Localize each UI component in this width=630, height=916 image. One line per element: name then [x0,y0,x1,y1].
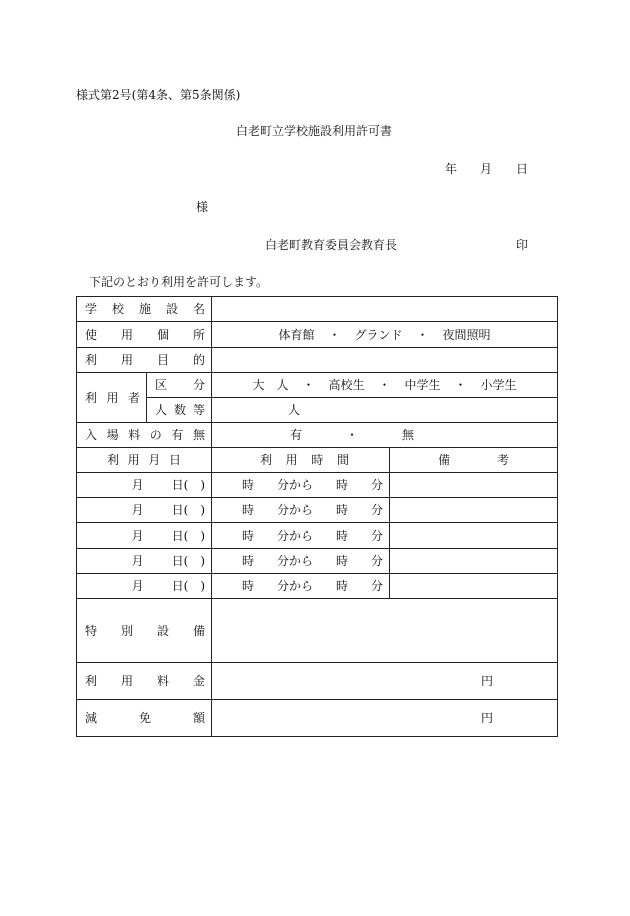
issuer: 白老町教育委員会教育長 [265,238,398,252]
option-elementary[interactable]: 小学生 [480,378,517,392]
label-char: 設 [166,302,179,316]
day-label: 日( ) [171,528,206,543]
month-label: 月 [131,478,144,492]
label-char: 個 [157,327,170,342]
reduction-field[interactable] [212,711,557,725]
separator: ・ [302,378,315,392]
month-label: 月 [131,554,144,568]
schedule-row [77,473,558,498]
label-char: 用 [285,453,298,467]
document-title: 白老町立学校施設利用許可書 [236,124,393,138]
label-char: 利 [85,353,98,367]
time-entry[interactable] [212,478,389,492]
intro-text: 下記のとおり利用を許可します。 [89,275,269,289]
option-yes[interactable]: 有 [290,428,303,442]
label-char: 数 [174,403,187,417]
hour-label: 時 [242,478,255,492]
label-char: 時 [311,453,324,467]
label-char: 利 [107,453,120,467]
label-char: 備 [438,453,451,467]
label-headcount [147,403,211,417]
label-fee [77,674,211,688]
row-purpose [77,348,558,373]
date-entry[interactable] [77,554,211,568]
label-char: 金 [193,674,206,688]
day-label: 日( ) [171,554,206,568]
option-night-lighting[interactable]: 夜間照明 [442,327,491,342]
entry-fee-options [212,428,557,442]
row-entry-fee [77,423,558,448]
seal-mark: 印 [516,238,529,252]
month-label: 月 [131,503,144,517]
minute-label: 分 [370,528,383,543]
date-entry[interactable] [77,529,211,543]
option-gymnasium[interactable]: 体育館 [278,327,315,342]
time-entry[interactable] [212,554,389,568]
permit-table [76,296,558,737]
yen-unit: 円 [481,674,494,688]
row-facility-name [77,297,558,322]
row-place [77,322,558,348]
separator: ・ [416,327,429,342]
fee-field[interactable] [212,674,557,688]
schedule-row [77,574,558,599]
month-label: 月 [131,528,144,543]
label-char: の [149,428,162,442]
label-category [147,378,211,392]
label-char: 用 [127,453,140,467]
label-char: 分 [193,378,206,392]
date-month: 月 [480,162,493,176]
label-char: 日 [168,453,181,467]
option-high-school[interactable]: 高校生 [328,378,365,392]
place-options [212,328,557,342]
label-char: 用 [121,353,134,367]
label-place [77,328,211,342]
row-schedule-header [77,448,558,473]
minute-label: 分 [370,554,383,568]
hour-label: 時 [242,554,255,568]
label-purpose [77,353,211,367]
minute-from-label: 分から [277,528,314,543]
label-char: 特 [85,623,98,638]
label-char: 利 [85,674,98,688]
row-fee [77,663,558,700]
remarks-field[interactable] [390,549,558,574]
schedule-row [77,523,558,549]
option-junior-high[interactable]: 中学生 [404,378,441,392]
remarks-field[interactable] [390,574,558,599]
addressee-suffix: 様 [196,200,209,214]
label-char: 用 [121,327,134,342]
schedule-row [77,498,558,523]
label-remarks [390,453,557,467]
minute-label: 分 [370,478,383,492]
date-day: 日 [516,162,529,176]
label-char: 区 [155,378,168,392]
hour-label: 時 [242,503,255,517]
date-entry[interactable] [77,579,211,593]
label-char: 所 [193,327,206,342]
day-label: 日( ) [171,579,206,593]
special-equipment-field[interactable] [212,599,558,663]
separator: ・ [328,327,341,342]
label-char: 額 [193,711,206,725]
date-entry[interactable] [77,503,211,517]
label-char: 利 [260,453,273,467]
separator: ・ [378,378,391,392]
yen-unit: 円 [481,711,494,725]
row-special-equipment [77,599,558,663]
remarks-field[interactable] [390,523,558,549]
label-char: 別 [121,623,134,638]
hour-label: 時 [335,528,348,543]
label-user [77,391,146,405]
label-char: 名 [193,302,206,316]
day-label: 日( ) [171,478,206,492]
minute-from-label: 分から [277,478,314,492]
date-year: 年 [445,162,458,176]
minute-label: 分 [370,503,383,517]
label-char: 設 [157,623,170,638]
label-char: 入 [85,428,98,442]
label-char: 使 [85,327,98,342]
hour-label: 時 [335,503,348,517]
hour-label: 時 [242,528,255,543]
label-char: 用 [121,674,134,688]
row-category [77,373,558,398]
label-char: 料 [128,428,141,442]
remarks-field[interactable] [390,473,558,498]
label-char: 料 [157,674,170,688]
label-char: 校 [112,302,125,316]
label-char: 有 [171,428,184,442]
hour-label: 時 [335,554,348,568]
form-number: 様式第2号(第4条、第5条関係) [76,88,241,102]
minute-from-label: 分から [277,554,314,568]
label-char: 等 [193,403,206,417]
label-char: 考 [497,453,510,467]
label-char: 人 [155,403,168,417]
option-no[interactable]: 無 [402,428,415,442]
time-entry[interactable] [212,579,389,593]
headcount-unit: 人 [288,403,301,417]
label-entry-fee [77,428,211,442]
label-special-equipment [77,624,211,638]
label-facility-name [77,302,211,316]
day-label: 日( ) [171,503,206,517]
row-headcount [77,398,558,423]
label-char: 月 [148,453,161,467]
label-reduction [77,711,211,725]
minute-from-label: 分から [277,503,314,517]
purpose-field[interactable] [212,348,558,373]
label-char: 用 [106,390,119,405]
label-char: 施 [139,302,152,316]
hour-label: 時 [335,478,348,492]
minute-label: 分 [370,579,383,593]
label-char: 目 [157,353,170,367]
option-ground[interactable]: グランド [354,327,403,342]
schedule-row [77,549,558,574]
label-char: 備 [193,623,206,638]
remarks-field[interactable] [390,498,558,523]
label-char: 者 [127,390,140,405]
label-char: 的 [193,353,206,367]
month-label: 月 [131,579,144,593]
separator: ・ [346,428,359,442]
label-use-time [212,453,389,467]
option-adult[interactable]: 大 人 [252,378,289,392]
hour-label: 時 [242,579,255,593]
label-char: 場 [106,428,119,442]
label-char: 学 [85,302,98,316]
time-entry[interactable] [212,503,389,517]
headcount-field[interactable] [212,398,558,423]
row-reduction [77,700,558,737]
label-char: 間 [336,453,349,467]
label-use-date [77,453,211,467]
label-char: 無 [192,428,205,442]
facility-name-field[interactable] [212,297,558,322]
hour-label: 時 [335,579,348,593]
time-entry[interactable] [212,529,389,543]
separator: ・ [454,378,467,392]
category-options [212,378,557,392]
date-entry[interactable] [77,478,211,492]
minute-from-label: 分から [277,579,314,593]
label-char: 減 [85,711,98,725]
label-char: 利 [85,390,98,405]
label-char: 免 [139,711,152,725]
